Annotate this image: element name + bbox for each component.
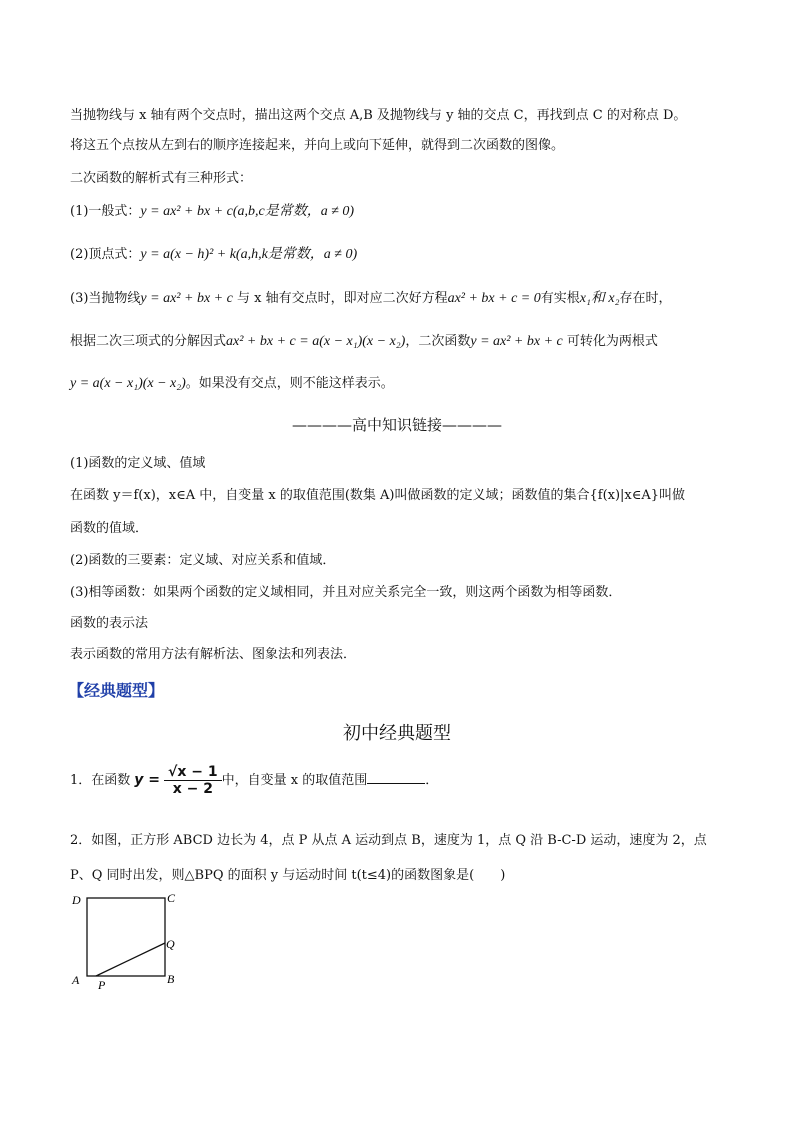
formula-vertex-label: (2)顶点式： xyxy=(70,247,141,262)
hs-item-6: 函数的表示法 xyxy=(70,616,149,631)
hs-item-4: (2)函数的三要素：定义域、对应关系和值域． xyxy=(70,553,336,568)
hs-item-7: 表示函数的常用方法有解析法、图象法和列表法． xyxy=(70,647,357,662)
math-span: y = a(x − x₁)(x − x₂) xyxy=(70,376,186,391)
q1-end: ． xyxy=(425,773,439,788)
text-span: ，二次函数 xyxy=(405,334,471,349)
formula-vertex xyxy=(70,243,357,263)
math-span: ax² + bx + c = 0 xyxy=(447,291,541,306)
question-1 xyxy=(70,764,438,797)
label-p: P xyxy=(98,978,106,992)
answer-blank[interactable] xyxy=(367,783,425,784)
square-figure xyxy=(66,888,196,998)
label-b: B xyxy=(167,972,175,986)
fraction-numerator: √x − 1 xyxy=(164,764,222,781)
q1-text: 中，自变量 x 的取值范围 xyxy=(221,773,368,788)
formula-general-math: y = ax² + bx + c(a,b,c是常数，a ≠ 0) xyxy=(140,204,355,219)
hs-item-5: (3)相等函数：如果两个函数的定义域相同，并且对应关系完全一致，则这两个函数为相等函数． xyxy=(70,585,622,600)
text-span: 有实根 xyxy=(540,291,580,306)
square-abcd xyxy=(87,898,165,976)
math-span: y = ax² + bx + c xyxy=(470,334,563,349)
q1-y: y = xyxy=(134,772,161,788)
q1-fraction xyxy=(164,764,222,797)
formula-general xyxy=(70,200,354,220)
text-span: 存在时， xyxy=(619,291,672,306)
label-q: Q xyxy=(166,937,175,951)
math-span: y = ax² + bx + c xyxy=(140,291,233,306)
fraction-denominator: x − 2 xyxy=(172,781,213,797)
question-2-line-2: P、Q 同时出发，则△BPQ 的面积 y 与运动时间 t(t≤4)的函数图象是( ) xyxy=(70,868,506,883)
paragraph-2: 将这五个点按从左到右的顺序连接起来，并向上或向下延伸，就得到二次函数的图像。 xyxy=(70,138,565,153)
section-heading: 【经典题型】 xyxy=(68,681,165,700)
text-span: (3)当抛物线 xyxy=(70,291,141,306)
sub-heading: 初中经典题型 xyxy=(343,723,451,744)
label-d: D xyxy=(72,893,81,907)
question-2-line-1: 2．如图，正方形 ABCD 边长为 4，点 P 从点 A 运动到点 B，速度为 1，点 Q 沿 B-C-D 运动，速度为 2，点 xyxy=(70,833,707,848)
label-a: A xyxy=(72,973,80,987)
label-c: C xyxy=(167,891,176,905)
hs-item-2: 在函数 y＝f(x)，x∈A 中，自变量 x 的取值范围(数集 A)叫做函数的定义域；函数值的集合{f(x)|x∈A}叫做 xyxy=(70,488,686,503)
text-span: 。如果没有交点，则不能这样表示。 xyxy=(185,376,394,391)
text-span: 可转化为两根式 xyxy=(566,334,658,349)
text-span: 根据二次三项式的分解因式 xyxy=(70,334,227,349)
segment-pq xyxy=(96,943,165,976)
formula-general-label: (1)一般式： xyxy=(70,204,141,219)
link-title: ————高中知识链接———— xyxy=(291,416,502,434)
q1-prefix: 1．在函数 xyxy=(70,773,131,788)
hs-item-1: (1)函数的定义域、值域 xyxy=(70,456,206,471)
formula-roots-line-1 xyxy=(70,287,671,307)
math-span: ax² + bx + c = a(x − x₁)(x − x₂) xyxy=(226,334,406,349)
paragraph-1: 当抛物线与 x 轴有两个交点时，描出这两个交点 A,B 及抛物线与 y 轴的交点 C，再找到点 C 的对称点 D。 xyxy=(70,108,687,123)
text-span: 与 x 轴有交点时，即对应二次好方程 xyxy=(236,291,448,306)
math-span: x₁和 x₂ xyxy=(579,291,620,306)
formula-roots-line-2 xyxy=(70,330,658,350)
formula-vertex-math: y = a(x − h)² + k(a,h,k是常数，a ≠ 0) xyxy=(140,247,358,262)
hs-item-3: 函数的值域． xyxy=(70,521,149,536)
formula-roots-line-3 xyxy=(70,372,394,392)
paragraph-3: 二次函数的解析式有三种形式： xyxy=(70,171,253,186)
